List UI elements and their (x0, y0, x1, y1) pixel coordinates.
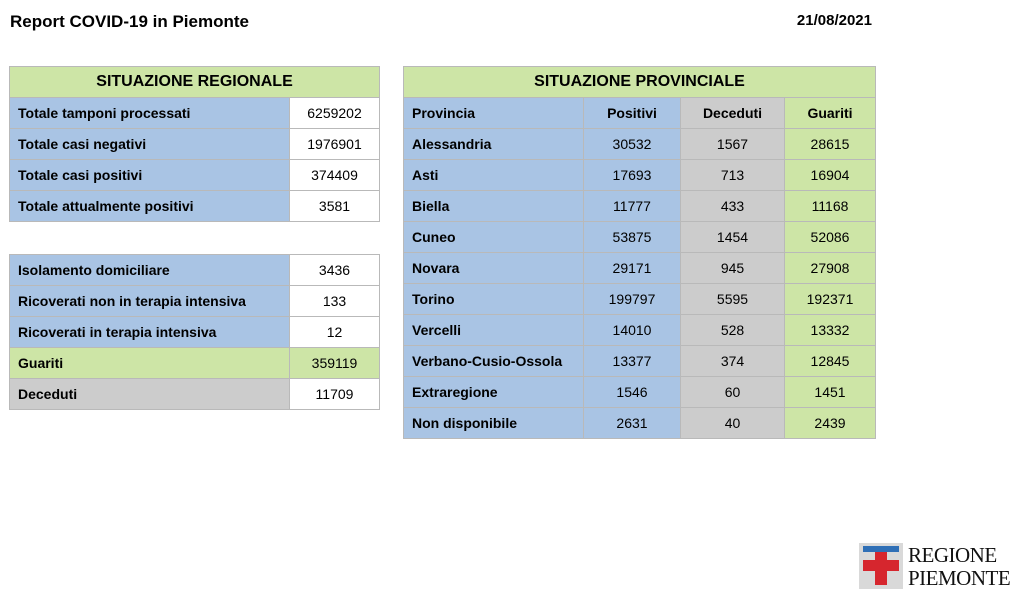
regione-piemonte-logo (859, 543, 1017, 591)
row-value: 133 (290, 286, 380, 317)
deceduti-value: 40 (681, 408, 785, 439)
regional-title: SITUAZIONE REGIONALE (10, 67, 380, 98)
details-table (9, 254, 380, 410)
table-row (10, 379, 380, 410)
province-name: Alessandria (404, 129, 584, 160)
guariti-value: 28615 (785, 129, 876, 160)
table-row (404, 377, 876, 408)
guariti-value: 192371 (785, 284, 876, 315)
row-value: 3436 (290, 255, 380, 286)
positivi-value: 53875 (584, 222, 681, 253)
column-header: Provincia (404, 98, 584, 129)
provincial-title: SITUAZIONE PROVINCIALE (404, 67, 876, 98)
table-row (10, 191, 380, 222)
guariti-value: 13332 (785, 315, 876, 346)
deceduti-value: 528 (681, 315, 785, 346)
table-row (404, 253, 876, 284)
column-header: Deceduti (681, 98, 785, 129)
table-row (404, 346, 876, 377)
deceduti-value: 1567 (681, 129, 785, 160)
guariti-value: 27908 (785, 253, 876, 284)
logo-text-line2: PIEMONTE (908, 566, 1011, 590)
province-name: Biella (404, 191, 584, 222)
row-value: 359119 (290, 348, 380, 379)
row-label: Guariti (10, 348, 290, 379)
deceduti-value: 945 (681, 253, 785, 284)
guariti-value: 52086 (785, 222, 876, 253)
guariti-value: 1451 (785, 377, 876, 408)
row-label: Deceduti (10, 379, 290, 410)
provincial-table (403, 66, 876, 439)
guariti-value: 2439 (785, 408, 876, 439)
deceduti-value: 713 (681, 160, 785, 191)
row-label: Totale casi negativi (10, 129, 290, 160)
deceduti-value: 60 (681, 377, 785, 408)
deceduti-value: 5595 (681, 284, 785, 315)
table-row (10, 317, 380, 348)
table-row (10, 98, 380, 129)
deceduti-value: 433 (681, 191, 785, 222)
row-label: Totale casi positivi (10, 160, 290, 191)
guariti-value: 11168 (785, 191, 876, 222)
table-row (404, 284, 876, 315)
guariti-value: 16904 (785, 160, 876, 191)
positivi-value: 14010 (584, 315, 681, 346)
table-row (404, 160, 876, 191)
row-value: 12 (290, 317, 380, 348)
table-row (10, 286, 380, 317)
province-name: Asti (404, 160, 584, 191)
row-label: Totale tamponi processati (10, 98, 290, 129)
province-name: Verbano-Cusio-Ossola (404, 346, 584, 377)
report-title: Report COVID-19 in Piemonte (10, 12, 249, 31)
header-row (404, 98, 876, 129)
province-name: Novara (404, 253, 584, 284)
province-name: Vercelli (404, 315, 584, 346)
table-row (404, 129, 876, 160)
positivi-value: 11777 (584, 191, 681, 222)
regional-table (9, 66, 380, 222)
report-date: 21/08/2021 (796, 12, 872, 29)
positivi-value: 2631 (584, 408, 681, 439)
row-value: 6259202 (290, 98, 380, 129)
positivi-value: 17693 (584, 160, 681, 191)
guariti-value: 12845 (785, 346, 876, 377)
table-row (10, 160, 380, 191)
table-row (404, 408, 876, 439)
table-row (10, 348, 380, 379)
positivi-value: 13377 (584, 346, 681, 377)
row-label: Ricoverati non in terapia intensiva (10, 286, 290, 317)
province-name: Non disponibile (404, 408, 584, 439)
positivi-value: 1546 (584, 377, 681, 408)
positivi-value: 29171 (584, 253, 681, 284)
positivi-value: 30532 (584, 129, 681, 160)
table-row (10, 129, 380, 160)
table-row (404, 222, 876, 253)
piemonte-flag-icon (859, 543, 903, 589)
logo-text-line1: REGIONE (908, 543, 997, 567)
deceduti-value: 374 (681, 346, 785, 377)
row-value: 374409 (290, 160, 380, 191)
table-row (10, 255, 380, 286)
row-value: 11709 (290, 379, 380, 410)
table-row (404, 191, 876, 222)
row-label: Totale attualmente positivi (10, 191, 290, 222)
column-header: Positivi (584, 98, 681, 129)
row-label: Ricoverati in terapia intensiva (10, 317, 290, 348)
province-name: Extraregione (404, 377, 584, 408)
positivi-value: 199797 (584, 284, 681, 315)
table-row (404, 315, 876, 346)
province-name: Cuneo (404, 222, 584, 253)
province-name: Torino (404, 284, 584, 315)
deceduti-value: 1454 (681, 222, 785, 253)
row-value: 3581 (290, 191, 380, 222)
row-label: Isolamento domiciliare (10, 255, 290, 286)
row-value: 1976901 (290, 129, 380, 160)
column-header: Guariti (785, 98, 876, 129)
